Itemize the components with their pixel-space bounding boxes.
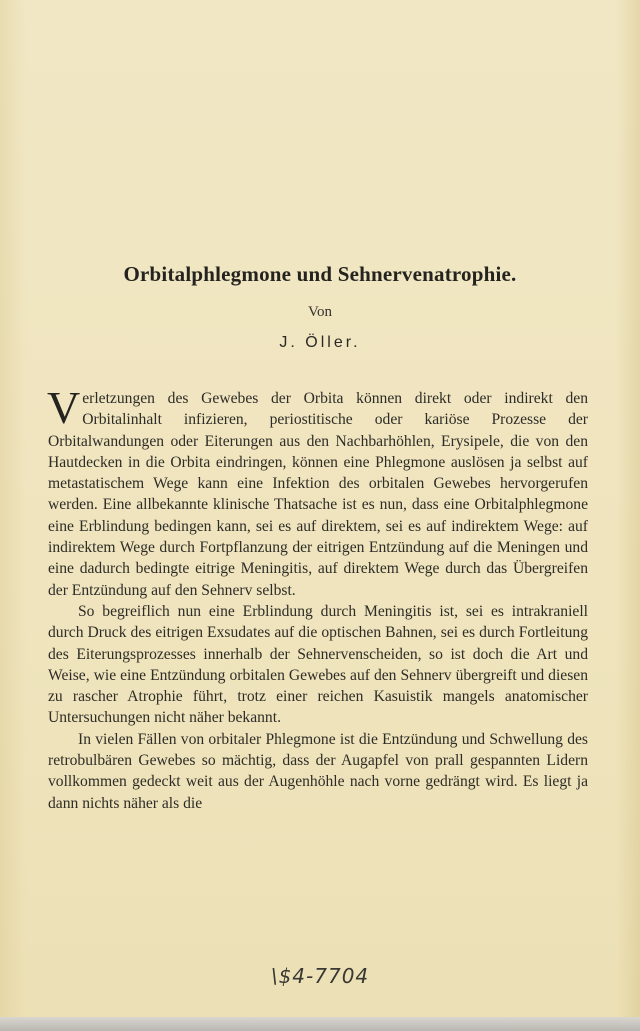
paragraph-2: So begreiflich nun eine Erblindung durch Meningitis ist, sei es intrakraniell durch Druck des eitrigen Exsudates auf die optischen Bahnen, sei es durch Fortleitung des Eiterungsprozesses innerhalb der Sehnervenscheiden, so ist doch die Art und Weise, wie eine Entzündung orbitalen Gewebes auf den Sehnerv übergreift und diesen zu rascher Atrophie führt, trotz einer reichen Kasuistik mangels anatomischer Untersuchungen nicht näher bekannt. [48,602,588,727]
author-name: J. Öller. [279,334,361,351]
scan-edge [0,1017,640,1031]
article-title: Orbitalphlegmone und Sehnervenatrophie. [123,262,517,286]
article-body [47,382,588,814]
drop-cap: V [47,382,81,433]
paragraph-1-text: erletzungen des Gewebes der Orbita können direkt oder indirekt den Orbitalinhalt infizieren, periostitische oder kariöse Prozesse der Orbitalwandungen oder Eiterungen aus den Nachbarhöhlen, Erysipele, die von den Hautdecken in die Orbita eindringen, können eine Phlegmone auslösen ja selbst auf metastatischem Wege kann eine Infektion des orbitalen Gewebes hervorgerufen werden. Eine allbekannte klinische Thatsache ist es nun, dass eine Orbitalphlegmone eine Erblindung bedingen kann, sei es auf direktem, sei es auf indirektem Wege: auf indirektem Wege durch Fortpflanzung der eitrigen Entzündung auf die Meningen und eine dadurch bedingte eitrige Meningitis, auf direktem Wege durch das Übergreifen der Entzündung auf den Sehnerv selbst. [48,390,588,599]
handwritten-shelfmark: \$4-7704 [270,964,370,988]
paragraph-3: In vielen Fällen von orbitaler Phlegmone ist die Entzündung und Schwellung des retrobulbären Gewebes so mächtig, dass der Augapfel von prall gespannten Lidern vollkommen gedeckt weit aus der Augenhöhle nach vorne gedrängt wird. Es liegt ja dann nichts näher als die [48,730,588,812]
byline-label: Von [308,304,332,320]
paragraph-1 [47,382,588,601]
